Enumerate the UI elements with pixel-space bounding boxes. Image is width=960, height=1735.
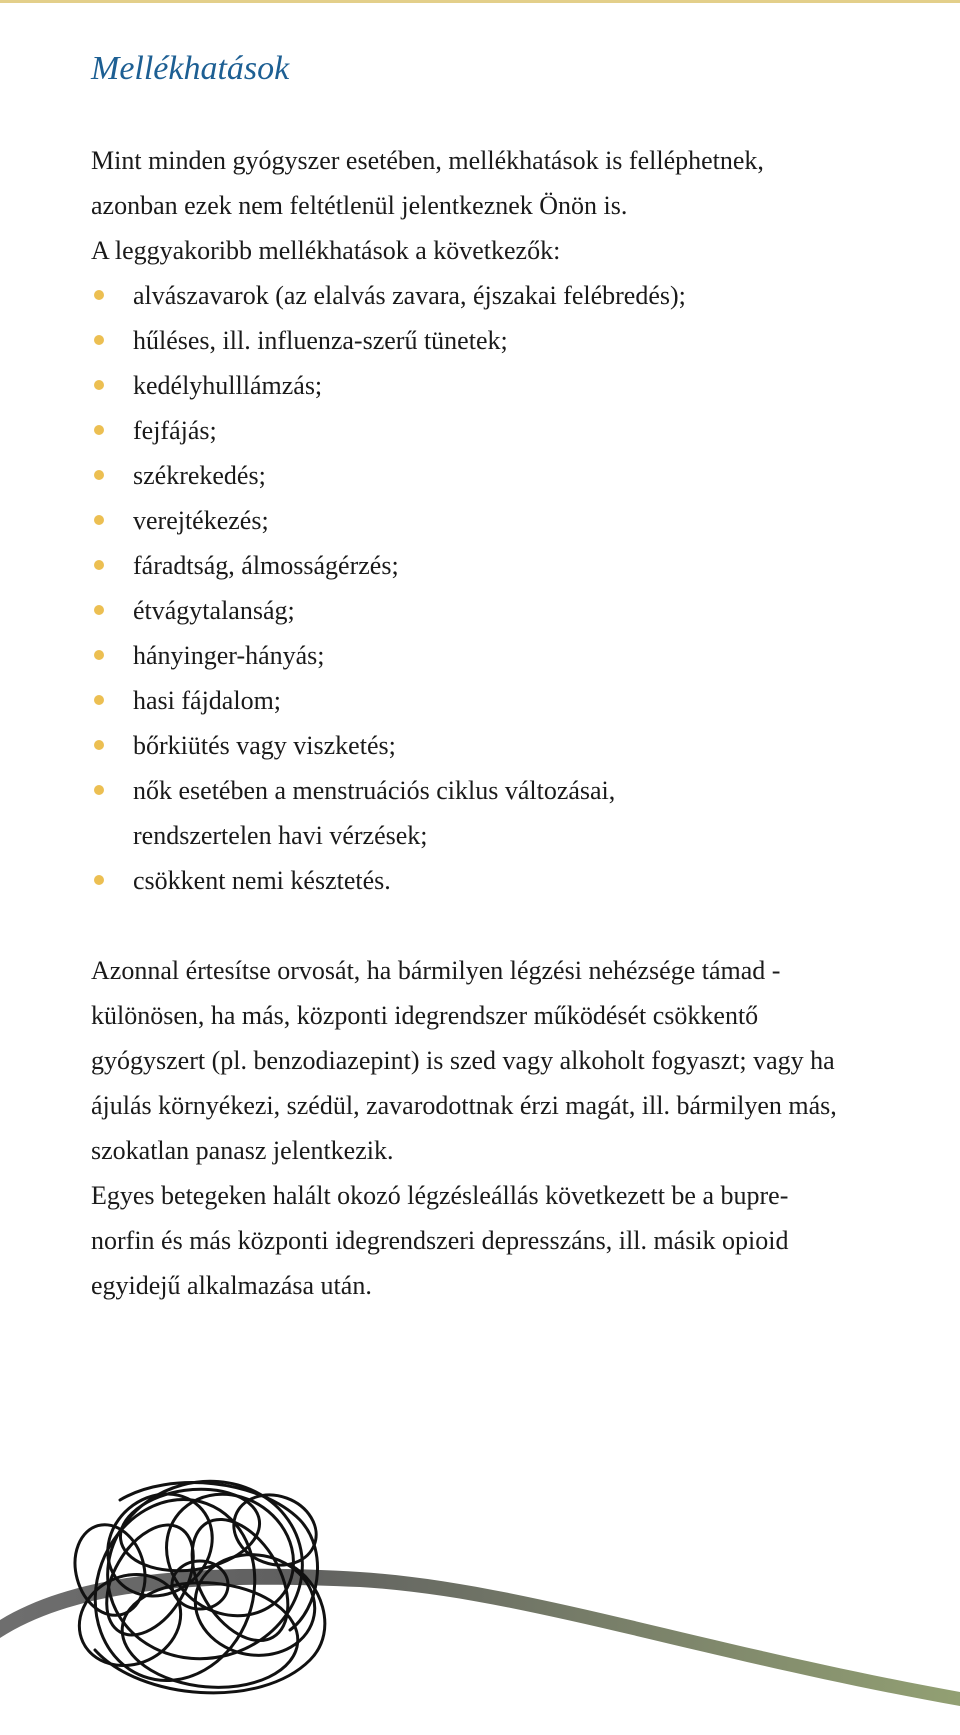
list-item-text: verejtékezés; — [133, 506, 269, 535]
list-item — [91, 633, 911, 678]
list-item — [91, 408, 911, 453]
list-item-text: bőrkiütés vagy viszketés; — [133, 731, 396, 760]
bullet-icon — [94, 560, 104, 570]
bullet-icon — [94, 515, 104, 525]
list-item-text: étvágytalanság; — [133, 596, 295, 625]
list-item — [91, 498, 911, 543]
list-item — [91, 588, 911, 633]
list-item — [91, 453, 911, 498]
warning-paragraph: Azonnal értesítse orvosát, ha bármilyen légzési nehézsége támad - különösen, ha más, központi idegrendszer működését csökkentő gyógyszert (pl. benzodiazepint) is szed vagy alkoholt fogyaszt; vagy ha ájulás környékezi, szédül, zavarodottnak érzi magát, ill. bármilyen más, szokatlan panasz jelentkezik. — [91, 956, 837, 1165]
intro-line: A leggyakoribb mellékhatások a következők: — [91, 236, 561, 265]
list-item — [91, 678, 911, 723]
bullet-icon — [94, 650, 104, 660]
warning-text — [91, 948, 851, 1308]
intro-text — [91, 138, 911, 273]
list-item — [91, 363, 911, 408]
list-item-text: hányinger-hányás; — [133, 641, 325, 670]
list-item — [91, 543, 911, 588]
bullet-icon — [94, 785, 104, 795]
bullet-icon — [94, 875, 104, 885]
side-effects-list — [91, 273, 911, 903]
warning-paragraph: Egyes betegeken halált okozó légzésleállás következett be a bupre-norfin és más központi idegrendszeri depresszáns, ill. másik opioid egyidejű alkalmazása után. — [91, 1181, 789, 1300]
page-title: Mellékhatások — [91, 50, 290, 87]
list-item — [91, 768, 693, 858]
list-item — [91, 273, 911, 318]
intro-line: Mint minden gyógyszer esetében, mellékhatások is felléphetnek, — [91, 146, 764, 175]
bullet-icon — [94, 740, 104, 750]
list-item-text: székrekedés; — [133, 461, 266, 490]
bullet-icon — [94, 335, 104, 345]
list-item-text: alvászavarok (az elalvás zavara, éjszakai felébredés); — [133, 281, 686, 310]
intro-line: azonban ezek nem feltétlenül jelentkeznek Önön is. — [91, 191, 628, 220]
list-item-text: csökkent nemi késztetés. — [133, 866, 391, 895]
bullet-icon — [94, 605, 104, 615]
list-item-text: kedélyhulllámzás; — [133, 371, 323, 400]
list-item-text: nők esetében a menstruációs ciklus változásai, rendszertelen havi vérzések; — [133, 776, 616, 850]
bullet-icon — [94, 290, 104, 300]
list-item-text: fáradtság, álmosságérzés; — [133, 551, 399, 580]
list-item-text: hasi fájdalom; — [133, 686, 282, 715]
bullet-icon — [94, 380, 104, 390]
list-item-text: fejfájás; — [133, 416, 217, 445]
bullet-icon — [94, 695, 104, 705]
bullet-icon — [94, 470, 104, 480]
list-item-text: hűléses, ill. influenza-szerű tünetek; — [133, 326, 508, 355]
scribble-decoration — [0, 1460, 960, 1735]
bullet-icon — [94, 425, 104, 435]
top-rule — [0, 0, 960, 3]
list-item — [91, 858, 911, 903]
list-item — [91, 318, 911, 363]
list-item — [91, 723, 911, 768]
page-content — [91, 48, 911, 1308]
